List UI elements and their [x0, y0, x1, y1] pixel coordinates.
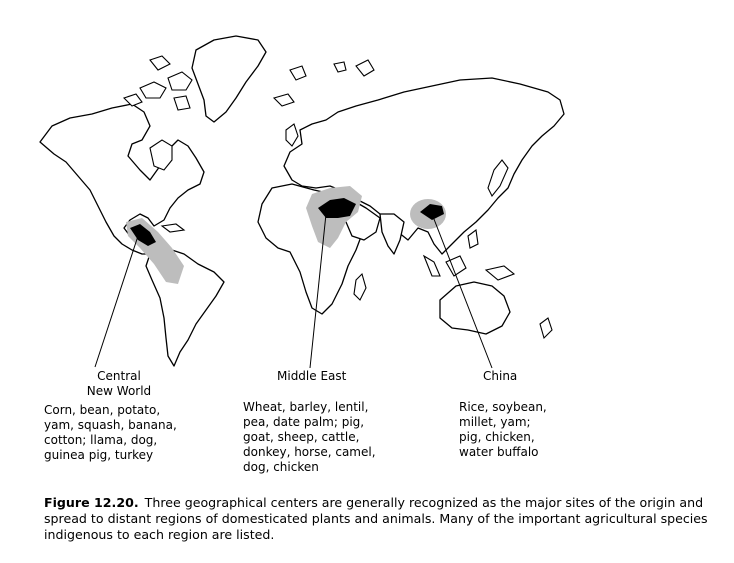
species-list-central: Corn, bean, potato, yam, squash, banana, cotton; llama, dog, guinea pig, turkey	[44, 403, 177, 462]
landmass-britain	[286, 124, 298, 146]
landmass-arctic-island	[290, 66, 306, 80]
landmass-arctic-island	[140, 82, 166, 98]
species-list-middle-east: Wheat, barley, lentil, pea, date palm; pig, goat, sheep, cattle, donkey, horse, camel, dog, chicken	[243, 400, 376, 474]
region-name-middle-east: Middle East	[277, 369, 347, 383]
region-label-china	[459, 369, 609, 460]
landmass-greenland	[192, 36, 266, 122]
leader-line-central	[95, 236, 138, 367]
landmass-arctic-island	[334, 62, 346, 72]
figure-caption	[44, 495, 724, 543]
landmass-caribbean	[162, 224, 184, 232]
region-label-central	[44, 369, 214, 463]
landmass-philippines	[468, 230, 478, 248]
landmass-arctic-island	[174, 96, 190, 110]
landmass-arctic-island	[168, 72, 192, 90]
landmass-new-zealand	[540, 318, 552, 338]
region-label-middle-east	[243, 369, 403, 475]
landmass-north-america	[40, 104, 204, 254]
figure-label: Figure 12.20.	[44, 495, 139, 510]
landmass-india	[380, 214, 404, 254]
region-name-china: China	[483, 369, 518, 383]
region-name-central-line1: Central	[97, 369, 141, 383]
landmass-arctic-island	[150, 56, 170, 70]
landmass-iceland	[274, 94, 294, 106]
landmass-arctic-island	[124, 94, 142, 106]
region-name-central-line2: New World	[86, 384, 152, 398]
species-list-china: Rice, soybean, millet, yam; pig, chicken, water buffalo	[459, 400, 547, 459]
landmass-new-guinea	[486, 266, 514, 280]
landmass-madagascar	[354, 274, 366, 300]
caption-text: Three geographical centers are generally recognized as the major sites of the origin and spread to distant regions of domesticated plants and animals. Many of the important agricultural species indigenous to each region are listed.	[44, 495, 708, 542]
landmass-australia	[440, 282, 510, 334]
landmass-sumatra	[424, 256, 440, 276]
landmass-arctic-island	[356, 60, 374, 76]
